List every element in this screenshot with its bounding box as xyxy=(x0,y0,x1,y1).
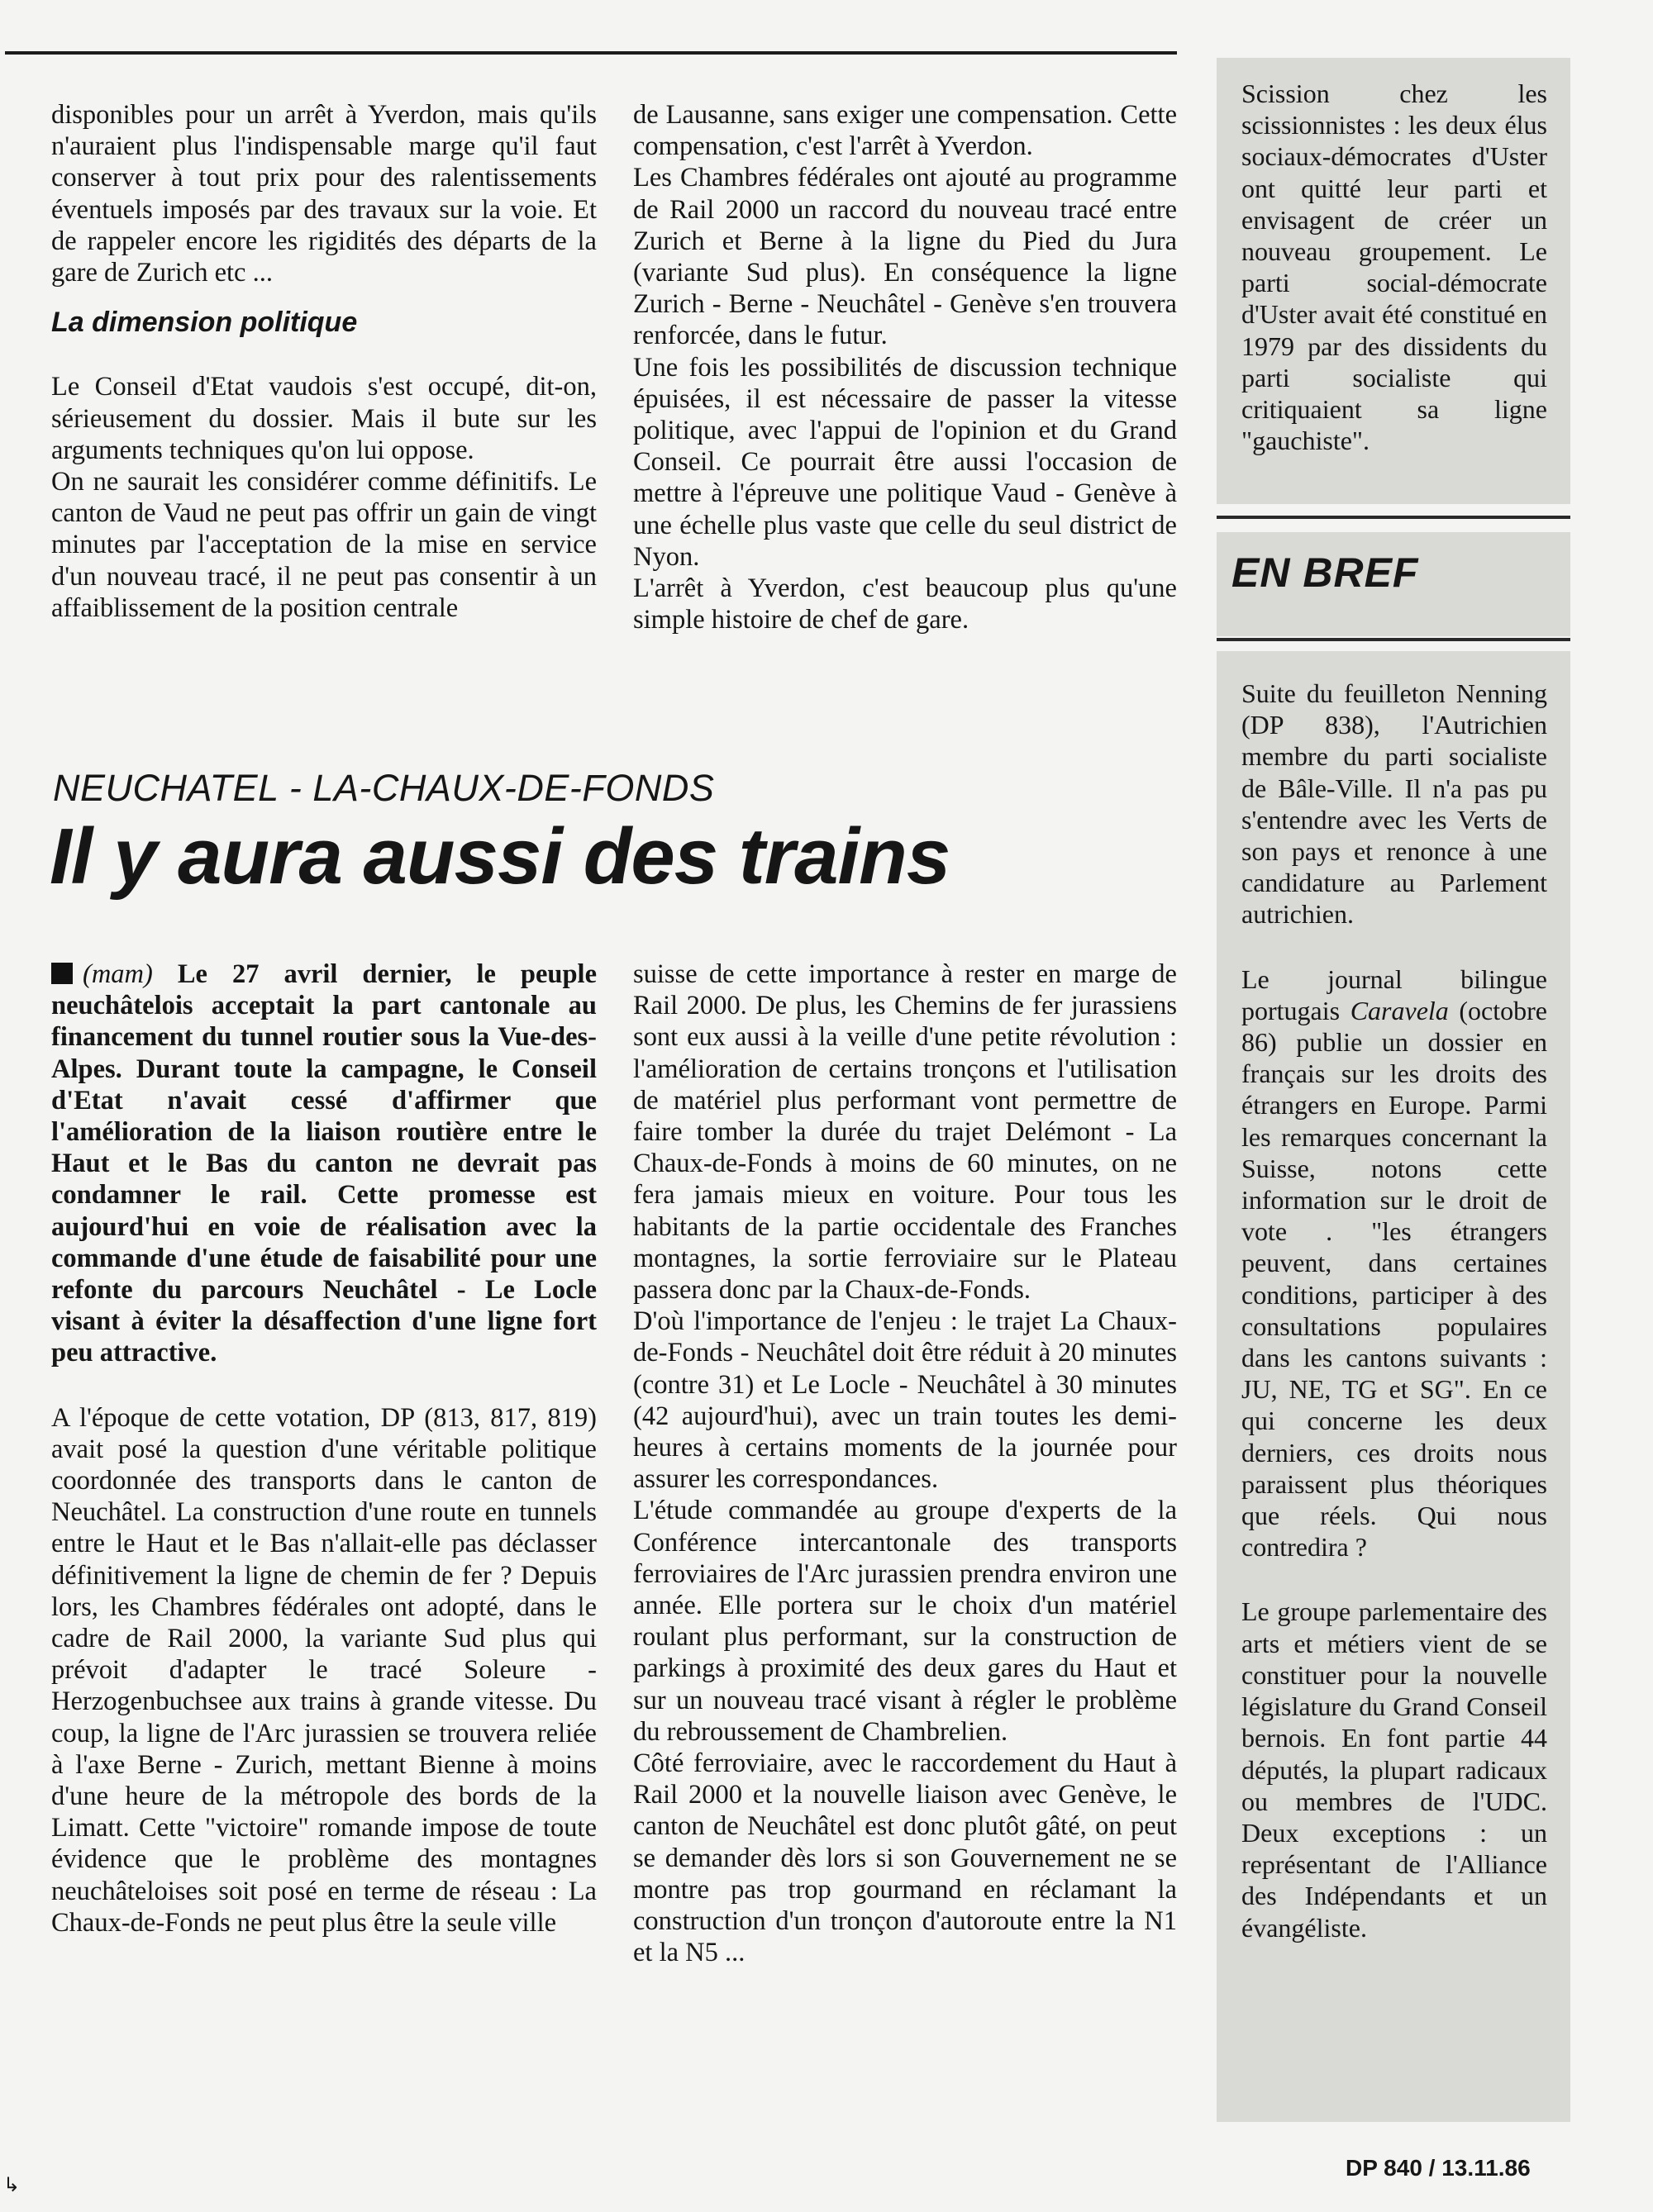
issue-footer: DP 840 / 13.11.86 xyxy=(1346,2155,1531,2181)
article-right-paragraph-3: L'étude commandée au groupe d'experts de la Conférence intercantonale des transports ferroviaires de l'Arc jurassien prendra environ une année. Elle portera sur le choix d'un matériel roulant plus performant, sur la construction de parkings à proximité des deux gares du Haut et sur un nouveau tracé visant à régler le problème du rebroussement de Chambrelien. xyxy=(633,1496,1177,1747)
upper-left-paragraph-3: On ne saurait les considérer comme définitifs. Le canton de Vaud ne peut pas offrir un gain de vingt minutes par l'acceptation de la mise en service d'un nouveau tracé, il ne peut pas consentir à un affaiblissement de la position centrale xyxy=(51,467,597,623)
article-right-paragraph-2: D'où l'importance de l'enjeu : le trajet La Chaux-de-Fonds - Neuchâtel doit être réduit à 20 minutes (contre 31) et Le Locle - Neuchâtel à 30 minutes (42 aujourd'hui), avec un train toutes les demi-heures à certains moments de la journée pour assurer les correspondances. xyxy=(633,1306,1177,1495)
upper-right-paragraph-4: L'arrêt à Yverdon, c'est beaucoup plus qu'une simple histoire de chef de gare. xyxy=(633,573,1177,635)
upper-right-paragraph-2: Les Chambres fédérales ont ajouté au programme de Rail 2000 un raccord du nouveau tracé entre Zurich et Berne à la ligne du Pied du Jura (variante Sud plus). En conséquence la ligne Zurich - Berne - Neuchâtel - Genève s'en trouvera renforcée, dans le futur. xyxy=(633,163,1177,351)
lead-text: Le 27 avril dernier, le peuple neuchâtelois acceptait la part cantonale au financement du tunnel routier sous la Vue-des-Alpes. Durant toute la campagne, le Conseil d'Etat n'avait cessé d'affirmer que l'amélioration de la liaison routière entre le Haut et le Bas du canton ne devrait pas condamner le rail. Cette promesse est aujourd'hui en voie de réalisation avec la commande d'une étude de faisabilité pour une refonte du parcours Neuchâtel - Le Locle visant à éviter la désaffection d'une ligne fort peu attractive. xyxy=(51,959,597,1368)
sidebar-rule-top xyxy=(1217,516,1570,519)
brief-item-2 xyxy=(1241,963,1547,1563)
upper-right-column xyxy=(633,99,1177,635)
sidebar-top-box xyxy=(1217,58,1570,504)
upper-right-paragraph-1: de Lausanne, sans exiger une compensation. Cette compensation, c'est l'arrêt à Yverdon. xyxy=(633,100,1177,162)
brief-item-2-title: Caravela xyxy=(1350,995,1449,1025)
article-right-paragraph-4: Côté ferroviaire, avec le raccordement du Haut à Rail 2000 et la nouvelle liaison avec Genève, le canton de Neuchâtel est donc plutôt gâté, on peut se demander dès lors si son Gouvernement ne se montre pas trop gourmand en réclamant la construction d'un tronçon d'autoroute entre la N1 et la N5 ... xyxy=(633,1748,1177,1968)
article-right-column xyxy=(633,959,1177,1969)
article-right-paragraph-1: suisse de cette importance à rester en marge de Rail 2000. De plus, les Chemins de fer jurassiens sont eux aussi à la veille d'une petite révolution : l'amélioration de certains tronçons et l'utilisation de matériel plus performant vont permettre de faire tomber la durée du trajet Delémont - La Chaux-de-Fonds à moins de 60 minutes, on ne fera jamais mieux en voiture. Pour tous les habitants de la partie occidentale des Franches montagnes, la sortie ferroviaire sur le Plateau passera donc par la Chaux-de-Fonds. xyxy=(633,959,1177,1306)
sidebar-brief-text xyxy=(1241,678,1547,1977)
brief-item-1: Suite du feuilleton Nenning (DP 838), l'Autrichien membre du parti socialiste de Bâle-Ville. Il n'a pas pu s'entendre avec les Verts de son pays et renonce à une candidature au Parlement autrichien. xyxy=(1241,678,1547,930)
byline: (mam) xyxy=(83,959,153,989)
upper-left-paragraph-2: Le Conseil d'Etat vaudois s'est occupé, dit-on, sérieusement du dossier. Mais il bute sur les arguments techniques qu'on lui oppose. xyxy=(51,372,597,465)
sidebar-brief-box xyxy=(1217,651,1570,2122)
en-bref-title: EN BREF xyxy=(1231,549,1419,596)
bullet-square-icon xyxy=(51,963,73,984)
sidebar-rule-bottom xyxy=(1217,638,1570,641)
sidebar-top-text: Scission chez les scissionnistes : les deux élus sociaux-démocrates d'Uster ont quitté leur parti et envisagent de créer un nouveau groupement. Le parti social-démocrate d'Uster avait été constitué en 1979 par des dissidents du parti socialiste qui critiquaient sa ligne "gauchiste". xyxy=(1241,78,1547,456)
article-left-paragraph-2: A l'époque de cette votation, DP (813, 817, 819) avait posé la question d'une véritable politique coordonnée des transports dans le canton de Neuchâtel. La construction d'une route en tunnels entre le Haut et le Bas n'allait-elle pas déclasser définitivement la ligne de chemin de fer ? Depuis lors, les Chambres fédérales ont adopté, dans le cadre de Rail 2000, la variante Sud plus qui prévoit d'adapter le tracé Soleure - Herzogenbuchsee aux trains à grande vitesse. Du coup, la ligne de l'Arc jurassien se trouvera reliée à l'axe Berne - Zurich, mettant Bienne à moins d'une heure de la métropole des bords de la Limatt. Cette "victoire" romande impose de toute évidence que le problème des montagnes neuchâteloises soit posé en terme de réseau : La Chaux-de-Fonds ne peut plus être la seule ville xyxy=(51,1402,597,1938)
upper-left-column xyxy=(51,99,597,624)
upper-right-paragraph-3: Une fois les possibilités de discussion technique épuisées, il est nécessaire de passer la vitesse politique, avec l'appui de l'opinion et du Grand Conseil. Ce pourrait être aussi l'occasion de mettre à l'épreuve une politique Vaud - Genève à une échelle plus vaste que celle du seul district de Nyon. xyxy=(633,352,1177,572)
article-headline: Il y aura aussi des trains xyxy=(50,812,950,901)
article-kicker: NEUCHATEL - LA-CHAUX-DE-FONDS xyxy=(53,767,715,809)
article-lead xyxy=(51,959,597,1369)
subhead-political: La dimension politique xyxy=(51,307,358,339)
article-left-column xyxy=(51,959,597,1938)
brief-item-3: Le groupe parlementaire des arts et métiers vient de se constituer pour la nouvelle législature du Grand Conseil bernois. En font partie 44 députés, la plupart radicaux ou membres de l'UDC. Deux exceptions : un représentant de l'Alliance des Indépendants et un évangéliste. xyxy=(1241,1596,1547,1943)
brief-item-2-rest: (octobre 86) publie un dossier en français sur les droits des étrangers en Europe. Parmi les remarques concernant la Suisse, notons cette information sur le droit de vote . "les étrangers peuvent, dans certaines conditions, participer à des consultations populaires dans les cantons suivants : JU, NE, TG et SG". En ce qui concerne les deux derniers, ces droits nous paraissent plus théoriques que réels. Qui nous contredira ? xyxy=(1241,995,1548,1563)
corner-mark: ↳ xyxy=(3,2175,21,2196)
top-rule xyxy=(5,51,1177,55)
brief-item-2-start: Le journal bilingue portugais xyxy=(1241,963,1547,1025)
upper-left-paragraph-1: disponibles pour un arrêt à Yverdon, mais qu'ils n'auraient plus l'indispensable marge qu'il faut conserver à tout prix pour des ralentissements éventuels imposés par des travaux sur la voie. Et de rappeler encore les rigidités des départs de la gare de Zurich etc ... xyxy=(51,100,597,288)
